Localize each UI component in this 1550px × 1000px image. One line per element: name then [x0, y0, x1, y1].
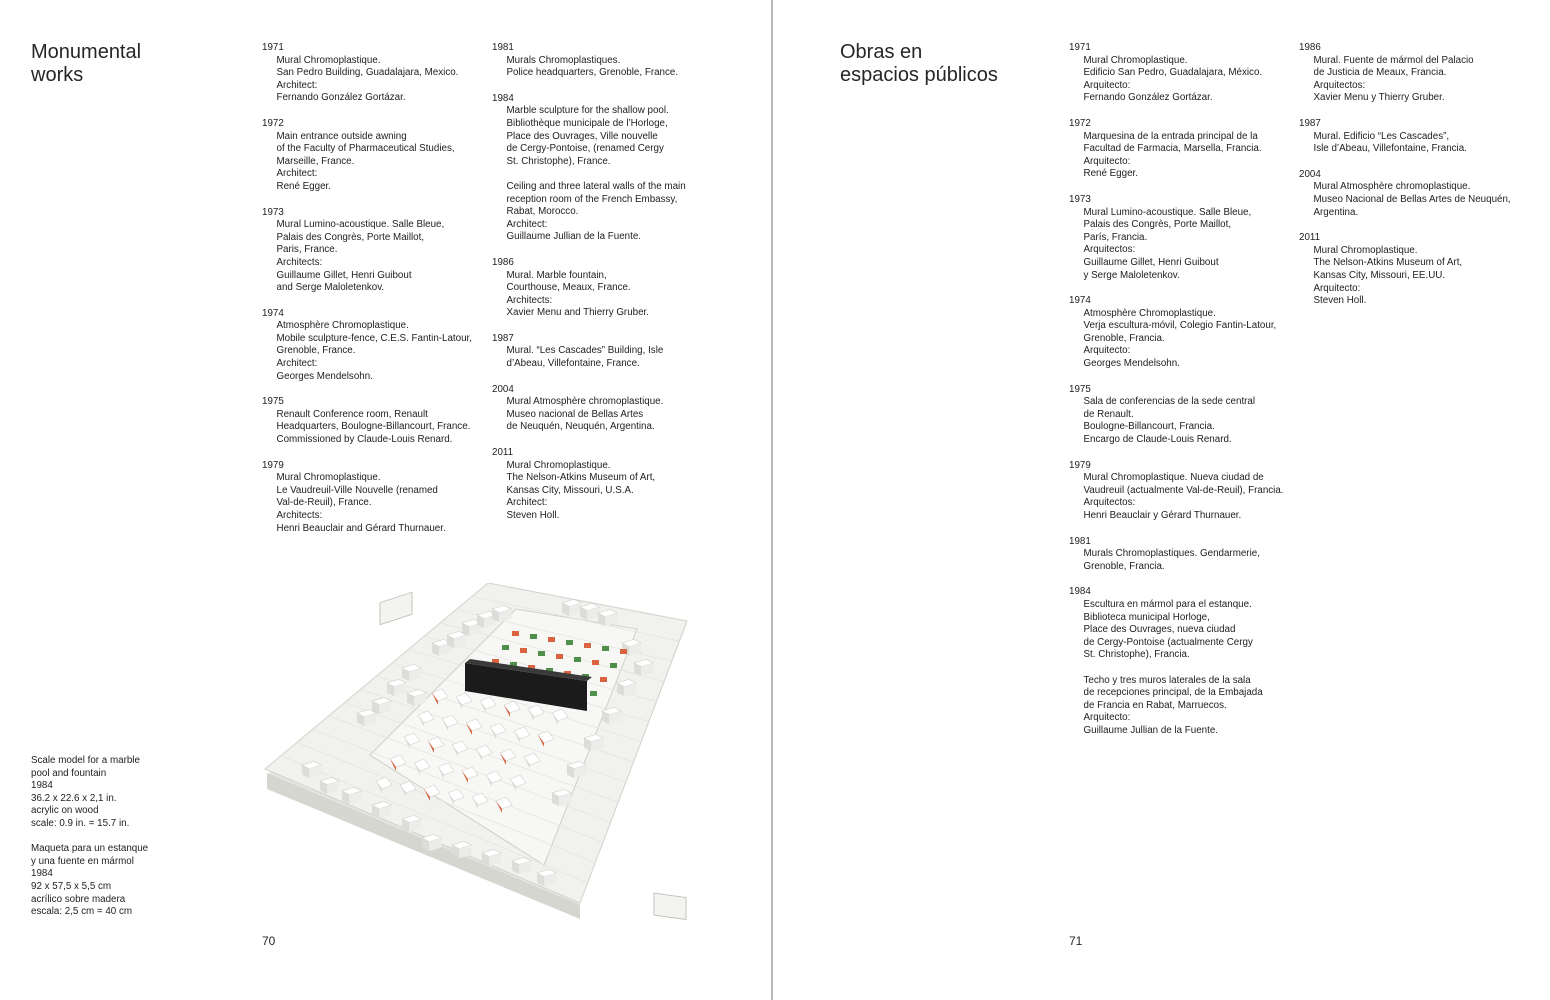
work-description	[1299, 131, 1511, 156]
work-line: Mural Chromoplastique.	[276, 54, 381, 66]
work-entry	[1299, 232, 1511, 308]
work-description	[1069, 548, 1284, 573]
work-line: de Cergy-Pontoise, (renamed Cergy	[506, 143, 664, 155]
left-page	[0, 0, 771, 1000]
model-tile	[520, 648, 527, 653]
work-description	[1069, 207, 1284, 283]
work-description	[492, 396, 686, 434]
model-tile	[538, 651, 545, 656]
right-page	[773, 0, 1550, 1000]
title-line: Monumental	[31, 41, 142, 63]
caption-english	[31, 755, 148, 831]
work-entry	[262, 396, 472, 446]
page-number: 70	[262, 934, 276, 948]
work-line: Fernando González Gortázar.	[276, 92, 406, 104]
work-entry	[492, 93, 686, 244]
work-line: Kansas City, Missouri, U.S.A.	[506, 484, 634, 496]
caption-line: acrílico sobre madera	[31, 893, 126, 905]
work-line: Argentina.	[1313, 206, 1359, 218]
work-entry	[1069, 118, 1284, 181]
work-description	[262, 55, 472, 105]
work-entry	[262, 308, 472, 384]
work-year: 1972	[1069, 117, 1091, 129]
work-entry	[1299, 42, 1511, 105]
work-line: Arquitecto:	[1083, 345, 1131, 357]
work-line: Architects:	[276, 510, 323, 521]
work-description	[1069, 308, 1284, 371]
work-line: de Cergy-Pontoise (actualmente Cergy	[1083, 636, 1253, 648]
work-entry	[492, 257, 686, 320]
work-line: Paris, France.	[276, 244, 338, 256]
work-entry	[262, 207, 472, 295]
work-description	[1069, 599, 1284, 738]
work-line: de Francia en Rabat, Marruecos.	[1083, 699, 1227, 711]
work-line: Encargo de Claude-Louis Renard.	[1083, 434, 1232, 446]
work-line: d’Abeau, Villefontaine, France.	[506, 358, 640, 370]
work-line: Place des Ouvrages, Ville nouvelle	[506, 130, 658, 142]
work-entry	[492, 42, 686, 80]
model-tile	[566, 640, 573, 645]
work-line: Ceiling and three lateral walls of the main	[506, 180, 686, 192]
caption-line: 1984	[31, 780, 53, 792]
work-line: Val-de-Reuil), France.	[276, 497, 372, 509]
work-line: Arquitectos:	[1083, 497, 1136, 509]
work-line: Grenoble, Francia.	[1083, 332, 1165, 344]
work-line: Facultad de Farmacia, Marsella, Francia.	[1083, 143, 1262, 155]
caption-line: pool and fountain	[31, 767, 107, 779]
work-line	[1084, 662, 1284, 675]
work-line: Arquitecto:	[1313, 282, 1361, 294]
work-line: Marquesina de la entrada principal de la	[1083, 130, 1258, 142]
work-line: Mural. “Les Cascades” Building, Isle	[506, 345, 664, 357]
work-year: 1975	[1069, 383, 1091, 395]
work-line: Architect:	[276, 358, 318, 370]
work-description	[262, 409, 472, 447]
work-line: París, Francia.	[1083, 231, 1148, 243]
work-line: Architect:	[276, 79, 318, 91]
work-description	[262, 219, 472, 295]
work-line: Architect:	[506, 497, 548, 509]
model-tile	[548, 637, 555, 642]
work-line: Xavier Menu y Thierry Gruber.	[1313, 92, 1445, 104]
model-tile	[592, 660, 599, 665]
work-entry	[262, 460, 472, 536]
work-line: de Justicia de Meaux, Francia.	[1313, 67, 1447, 79]
work-year: 1979	[1069, 459, 1091, 471]
work-line: de Renault.	[1083, 408, 1134, 420]
work-line: reception room of the French Embassy,	[506, 193, 678, 205]
work-year: 2004	[492, 383, 514, 395]
work-entry	[1069, 384, 1284, 447]
work-year: 2011	[492, 447, 514, 459]
works-list-column-2	[1299, 42, 1511, 321]
work-line: Bibliothèque municipale de l’Horloge,	[506, 117, 668, 129]
work-line: Mural. Marble fountain,	[506, 269, 607, 281]
work-line: Mural Chromoplastique.	[1083, 54, 1188, 66]
work-entry	[492, 333, 686, 371]
figure-caption	[31, 755, 148, 919]
work-entry	[1069, 460, 1284, 523]
work-description	[1299, 245, 1511, 308]
work-line: Guillaume Jullian de la Fuente.	[1083, 724, 1219, 736]
work-line: Arquitectos:	[1083, 244, 1136, 256]
work-line: Steven Holl.	[506, 510, 560, 521]
work-description	[1069, 472, 1284, 522]
work-year: 1984	[492, 92, 514, 104]
model-tile	[600, 677, 607, 682]
work-description	[1069, 396, 1284, 446]
work-line: San Pedro Building, Guadalajara, Mexico.	[276, 67, 459, 79]
work-line: Verja escultura-móvil, Colegio Fantin-Latour,	[1083, 320, 1277, 332]
work-year: 1987	[492, 332, 514, 344]
title-line: Obras en	[840, 41, 923, 63]
page-number: 71	[1069, 934, 1083, 948]
model-tile	[556, 654, 563, 659]
work-line: Architect:	[506, 218, 548, 230]
work-line: Mobile sculpture-fence, C.E.S. Fantin-Latour,	[276, 332, 472, 344]
work-line: de Neuquén, Neuquén, Argentina.	[506, 421, 655, 433]
work-line: Edificio San Pedro, Guadalajara, México.	[1083, 67, 1263, 79]
work-description	[1299, 55, 1511, 105]
work-line: Georges Mendelsohn.	[1083, 358, 1180, 370]
work-line: Techo y tres muros laterales de la sala	[1083, 674, 1251, 686]
work-line: Henri Beauclair y Gérard Thurnauer.	[1083, 510, 1242, 521]
work-line: Architects:	[276, 256, 323, 268]
work-line: and Serge Maloletenkov.	[276, 282, 385, 294]
work-line: Guillaume Jullian de la Fuente.	[506, 231, 642, 243]
work-year: 1971	[262, 42, 284, 53]
caption-spanish	[31, 843, 148, 919]
model-tile	[512, 631, 519, 636]
work-line: Kansas City, Missouri, EE.UU.	[1313, 269, 1446, 281]
model-tile	[590, 691, 597, 696]
title-line: works	[31, 64, 84, 86]
scale-model-photo	[262, 583, 692, 923]
work-entry	[1069, 42, 1284, 105]
work-line: Arquitecto:	[1083, 155, 1131, 167]
work-year: 1975	[262, 396, 284, 408]
work-description	[262, 472, 472, 535]
title-line: espacios públicos	[840, 64, 998, 86]
work-year: 1974	[1069, 295, 1091, 307]
model-side-grid-right	[654, 893, 686, 919]
work-line: Escultura en mármol para el estanque.	[1083, 598, 1252, 610]
page-title	[840, 41, 998, 87]
work-line: Museo nacional de Bellas Artes	[506, 408, 644, 420]
work-line: Le Vaudreuil-Ville Nouvelle (renamed	[276, 484, 438, 496]
caption-line: acrylic on wood	[31, 805, 99, 817]
work-line: Atmosphère Chromoplastique.	[1083, 307, 1216, 319]
work-line: Mural Chromoplastique.	[1313, 244, 1418, 256]
model-tile	[530, 634, 537, 639]
work-line: Grenoble, France.	[276, 345, 356, 357]
model-tile	[610, 663, 617, 668]
work-line: Marble sculpture for the shallow pool.	[506, 105, 669, 117]
work-line: St. Christophe), Francia.	[1083, 649, 1190, 661]
work-line: de recepciones principal, de la Embajada	[1083, 687, 1263, 699]
work-description	[1299, 181, 1511, 219]
work-line: of the Faculty of Pharmaceutical Studies,	[276, 143, 455, 155]
work-entry	[1069, 194, 1284, 282]
work-line: Mural Lumino-acoustique. Salle Bleue,	[1083, 206, 1252, 218]
caption-line: y una fuente en mármol	[31, 855, 134, 867]
work-line: Fernando González Gortázar.	[1083, 92, 1213, 104]
work-line: Guillaume Gillet, Henri Guibout	[276, 269, 412, 281]
work-line: Commissioned by Claude-Louis Renard.	[276, 434, 453, 446]
works-list-column-1	[262, 42, 472, 548]
work-line: Biblioteca municipal Horloge,	[1083, 611, 1210, 623]
work-line: Isle d’Abeau, Villefontaine, Francia.	[1313, 143, 1467, 155]
work-line: Palais des Congrès, Porte Maillot,	[276, 231, 425, 243]
work-line: Boulogne-Billancourt, Francia.	[1083, 421, 1215, 433]
work-entry	[262, 118, 472, 194]
work-year: 2011	[1299, 232, 1321, 244]
work-line: Murals Chromoplastiques.	[506, 54, 621, 66]
work-line: Rabat, Morocco.	[506, 206, 579, 218]
work-line: Marseille, France.	[276, 155, 355, 167]
work-line: Guillaume Gillet, Henri Guibout	[1083, 256, 1219, 268]
work-line: Vaudreuil (actualmente Val-de-Reuil), Francia.	[1083, 484, 1284, 496]
work-line: Henri Beauclair and Gérard Thurnauer.	[276, 522, 446, 534]
work-year: 1973	[1069, 193, 1091, 205]
work-line: Architects:	[506, 294, 553, 306]
work-entry	[492, 447, 686, 523]
work-description	[262, 320, 472, 383]
caption-line: Maqueta para un estanque	[31, 843, 149, 855]
work-year: 1986	[492, 256, 514, 268]
work-year: 1984	[1069, 586, 1091, 598]
work-line: Arquitectos:	[1313, 79, 1366, 91]
work-line	[507, 168, 686, 181]
works-list-column-2	[492, 42, 686, 536]
work-line: Sala de conferencias de la sede central	[1083, 396, 1256, 408]
work-line: Palais des Congrès, Porte Maillot,	[1083, 219, 1232, 231]
work-entry	[1069, 295, 1284, 371]
work-line: Main entrance outside awning	[276, 130, 407, 142]
work-year: 1987	[1299, 117, 1321, 129]
work-line: Courthouse, Meaux, France.	[506, 282, 631, 294]
work-year: 1981	[1069, 535, 1091, 547]
work-line: Mural. Fuente de mármol del Palacio	[1313, 54, 1474, 66]
work-description	[1069, 55, 1284, 105]
work-line: Architect:	[276, 168, 318, 180]
work-entry	[1299, 118, 1511, 156]
work-line: Headquarters, Boulogne-Billancourt, France.	[276, 421, 471, 433]
work-line: Xavier Menu and Thierry Gruber.	[506, 307, 649, 319]
work-entry	[1069, 586, 1284, 737]
work-line: The Nelson-Atkins Museum of Art,	[506, 472, 656, 484]
work-line: René Egger.	[276, 180, 331, 192]
work-year: 1979	[262, 459, 284, 471]
work-line: Renault Conference room, Renault	[276, 408, 428, 420]
model-tile	[620, 649, 627, 654]
work-line: Grenoble, Francia.	[1083, 560, 1165, 572]
model-tile	[602, 646, 609, 651]
work-line: Atmosphère Chromoplastique.	[276, 320, 409, 332]
works-list-column-1	[1069, 42, 1284, 751]
work-line: Arquitecto:	[1083, 79, 1131, 91]
work-description	[492, 345, 686, 370]
caption-line: 1984	[31, 868, 53, 880]
work-line: Mural Atmosphère chromoplastique.	[506, 396, 664, 408]
work-entry	[262, 42, 472, 105]
work-entry	[1299, 169, 1511, 219]
work-description	[262, 131, 472, 194]
work-line: Steven Holl.	[1313, 295, 1367, 307]
work-entry	[1069, 536, 1284, 574]
model-tile	[584, 643, 591, 648]
work-line: Place des Ouvrages, nueva ciudad	[1083, 624, 1236, 636]
work-description	[1069, 131, 1284, 181]
work-line: Mural Chromoplastique.	[276, 472, 381, 484]
work-description	[492, 55, 686, 80]
work-description	[492, 105, 686, 244]
work-line: St. Christophe), France.	[506, 155, 611, 167]
work-description	[492, 270, 686, 320]
work-line: Museo Nacional de Bellas Artes de Neuquén,	[1313, 193, 1511, 205]
work-line: Murals Chromoplastiques. Gendarmerie,	[1083, 548, 1260, 560]
caption-line: 92 x 57,5 x 5,5 cm	[31, 880, 112, 892]
work-line: Police headquarters, Grenoble, France.	[506, 67, 679, 79]
work-line: Mural Lumino-acoustique. Salle Bleue,	[276, 219, 445, 231]
work-year: 1986	[1299, 42, 1321, 53]
caption-line: scale: 0.9 in. = 15.7 in.	[31, 817, 130, 829]
caption-line: Scale model for a marble	[31, 755, 140, 766]
work-year: 1972	[262, 117, 284, 129]
work-year: 2004	[1299, 168, 1321, 180]
model-tile	[502, 645, 509, 650]
page-title	[31, 41, 141, 87]
work-line: The Nelson-Atkins Museum of Art,	[1313, 257, 1463, 269]
work-line: Mural Atmosphère chromoplastique.	[1313, 181, 1471, 193]
work-line: Mural. Edificio “Les Cascades”,	[1313, 130, 1450, 142]
work-line: Arquitecto:	[1083, 712, 1131, 724]
work-description	[492, 460, 686, 523]
work-entry	[492, 384, 686, 434]
work-year: 1973	[262, 206, 284, 218]
work-year: 1974	[262, 307, 284, 319]
model-side-grid-left	[380, 592, 412, 624]
work-line: René Egger.	[1083, 168, 1138, 180]
work-year: 1981	[492, 42, 514, 53]
caption-line: escala: 2,5 cm = 40 cm	[31, 906, 133, 918]
work-year: 1971	[1069, 42, 1091, 53]
work-line: y Serge Maloletenkov.	[1083, 269, 1180, 281]
model-tile	[574, 657, 581, 662]
work-line: Mural Chromoplastique.	[506, 459, 611, 471]
caption-line: 36.2 x 22.6 x 2,1 in.	[31, 792, 117, 804]
work-line: Georges Mendelsohn.	[276, 370, 373, 382]
work-line: Mural Chromoplastique. Nueva ciudad de	[1083, 472, 1264, 484]
